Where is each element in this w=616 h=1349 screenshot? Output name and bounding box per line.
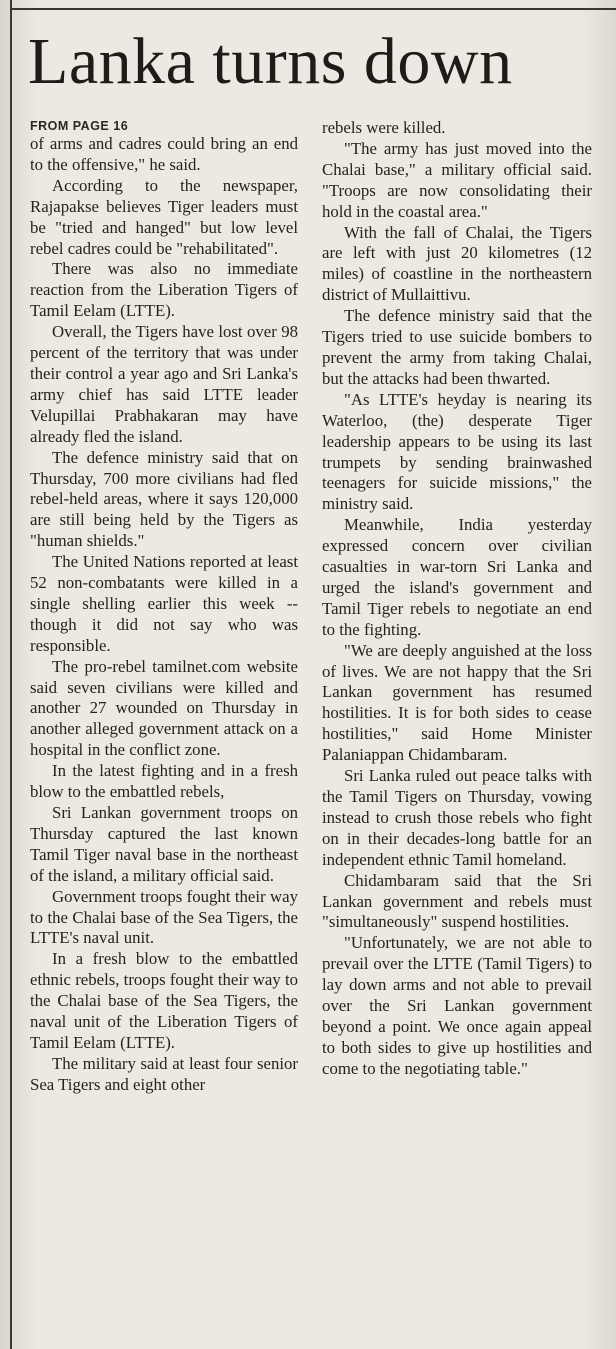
article-paragraph: Chidambaram said that the Sri Lankan government and rebels must "simultaneously" suspend hostilities.: [322, 870, 592, 932]
article-paragraph: The defence ministry said that the Tigers tried to use suicide bombers to prevent the army from taking Chalai, but the attacks had been thwarted.: [322, 306, 592, 388]
article-paragraph: The United Nations reported at least 52 non-combatants were killed in a single shelling earlier this week -- though it did not say who was responsible.: [30, 552, 298, 655]
jump-kicker: FROM PAGE 16: [30, 119, 129, 133]
headline: Lanka turns down: [28, 25, 513, 98]
article-paragraph: With the fall of Chalai, the Tigers are left with just 20 kilometres (12 miles) of coastline in the northeastern district of Mullaittivu.: [322, 222, 592, 305]
article-paragraph: The pro-rebel tamilnet.com website said seven civilians were killed and another 27 wounded on Thursday in another alleged government attack on a hospital in the conflict zone.: [30, 656, 298, 760]
article-column-right: [322, 118, 592, 1080]
column-rule-left: [10, 0, 12, 1349]
article-paragraph: Overall, the Tigers have lost over 98 percent of the territory that was under their control a year ago and Sri Lanka's army chief has said LTTE leader Velupillai Prabhakaran may have already fled the island.: [30, 322, 298, 446]
article-paragraph: "Unfortunately, we are not able to prevail over the LTTE (Tamil Tigers) to lay down arms and not able to prevail over the Sri Lankan government beyond a point. We once again appeal to both sides to give up hostilities and come to the negotiating table.": [322, 933, 592, 1078]
article-column-left: [30, 118, 298, 1096]
article-paragraph: In a fresh blow to the embattled ethnic rebels, troops fought their way to the Chalai base of the Sea Tigers, the naval unit of the Liberation Tigers of Tamil Eelam (LTTE).: [30, 949, 298, 1052]
article-paragraph: of arms and cadres could bring an end to the offensive," he said.: [30, 134, 298, 174]
article-paragraph: The defence ministry said that on Thursday, 700 more civilians had fled rebel-held areas, where it says 120,000 are still being held by the Tigers as "human shields.": [30, 447, 298, 551]
article-paragraph: "As LTTE's heyday is nearing its Waterloo, (the) desperate Tiger leadership appears to be using its last trumpets by sending brainwashed teenagers for suicide missions," the ministry said.: [322, 389, 592, 514]
right-column-paragraphs: [322, 118, 592, 1080]
article-paragraph: Sri Lankan government troops on Thursday captured the last known Tamil Tiger naval base in the northeast of the island, a military official said.: [30, 803, 298, 885]
article-paragraph: According to the newspaper, Rajapakse believes Tiger leaders must be "tried and hanged" but low level rebel cadres could be "rehabilitated".: [30, 175, 298, 258]
column-rule-top: [10, 8, 616, 10]
article-paragraph: rebels were killed.: [322, 118, 446, 137]
article-paragraph: In the latest fighting and in a fresh blow to the embattled rebels,: [30, 761, 298, 802]
article-paragraph: Sri Lanka ruled out peace talks with the Tamil Tigers on Thursday, vowing instead to crush those rebels who fight on in their decades-long battle for an independent ethnic Tamil homeland.: [322, 766, 592, 869]
article-paragraph: There was also no immediate reaction from the Liberation Tigers of Tamil Eelam (LTTE).: [30, 259, 298, 321]
article-paragraph: "The army has just moved into the Chalai base," a military official said. "Troops are now consolidating their hold in the coastal area.": [322, 138, 592, 221]
article-paragraph: Meanwhile, India yesterday expressed concern over civilian casualties in war-torn Sri Lanka and urged the island's government and Tamil Tiger rebels to negotiate an end to the fighting.: [322, 515, 592, 639]
article-paragraph: Government troops fought their way to the Chalai base of the Sea Tigers, the LTTE's naval unit.: [30, 886, 298, 948]
left-column-paragraphs: [30, 134, 298, 1096]
article-paragraph: "We are deeply anguished at the loss of lives. We are not happy that the Sri Lankan government has resumed hostilities. It is for both sides to cease hostilities," said Home Minister Palaniappan Chidambaram.: [322, 640, 592, 765]
article-paragraph: The military said at least four senior Sea Tigers and eight other: [30, 1053, 298, 1094]
